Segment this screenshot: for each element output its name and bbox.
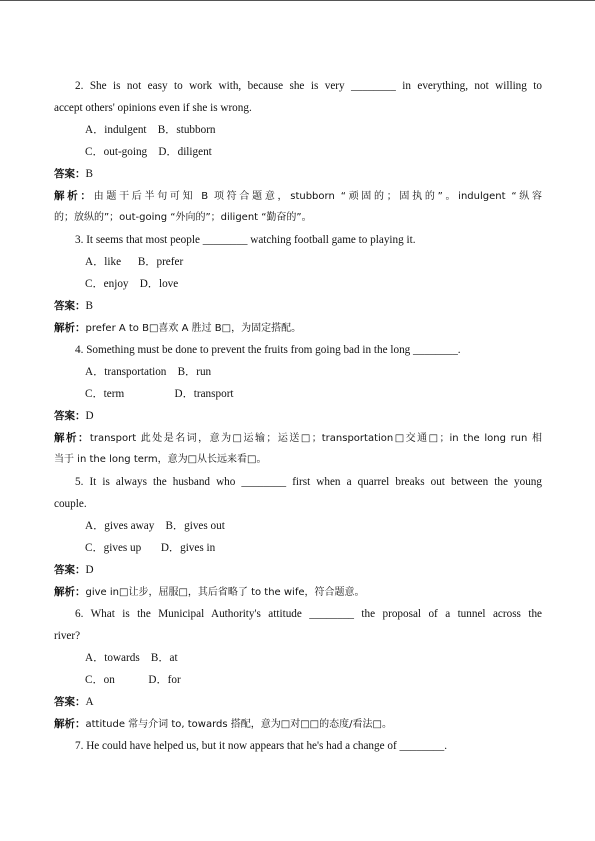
analysis-text: transport 此处是名词，意为□运输；运送□；transportation□交通□；in the long run 相 bbox=[89, 433, 542, 444]
question-4-analysis-line2: 当于 in the long term，意为□从长远来看□。 bbox=[54, 454, 267, 465]
question-3-analysis-line1 bbox=[54, 318, 542, 340]
question-5-analysis-line1 bbox=[54, 582, 542, 604]
answer-value: A bbox=[85, 696, 94, 708]
document-page bbox=[54, 76, 542, 758]
analysis-text: attitude 常与介词 to, towards 搭配，意为□对□□的态度/看法□。 bbox=[85, 719, 392, 730]
question-3-options-row1: A．like B．prefer bbox=[85, 256, 184, 268]
analysis-label: 解析： bbox=[54, 586, 86, 598]
answer-label: 答案： bbox=[54, 696, 86, 708]
question-2-stem-line1: 2. She is not easy to work with, because she is very ________ in everything, not willing to bbox=[75, 80, 542, 92]
question-6-answer bbox=[54, 692, 542, 714]
question-4-answer bbox=[54, 406, 542, 428]
question-2-analysis-line2: 的；放纵的”；out-going “外向的”；diligent “勤奋的”。 bbox=[54, 212, 312, 223]
question-3-answer bbox=[54, 296, 542, 318]
analysis-text: 由题干后半句可知 B 项符合题意，stubborn “顽固的；固执的”。indulgent “纵容 bbox=[93, 191, 542, 202]
answer-label: 答案： bbox=[54, 410, 86, 422]
analysis-label: 解析： bbox=[54, 432, 90, 444]
analysis-text: prefer A to B□喜欢 A 胜过 B□，为固定搭配。 bbox=[85, 323, 302, 334]
question-2-options-row2: C．out-going D．diligent bbox=[85, 146, 212, 158]
question-4-analysis-line1 bbox=[54, 428, 542, 450]
question-2-analysis-line1 bbox=[54, 186, 542, 208]
analysis-label: 解析： bbox=[54, 718, 86, 730]
question-5-answer bbox=[54, 560, 542, 582]
question-5-stem-line2: couple. bbox=[54, 498, 87, 510]
question-5-options-row2: C．gives up D．gives in bbox=[85, 542, 216, 554]
question-4-stem-line1: 4. Something must be done to prevent the fruits from going bad in the long ________. bbox=[75, 344, 461, 356]
question-5-options-row1: A．gives away B．gives out bbox=[85, 520, 225, 532]
question-3-stem-line1: 3. It seems that most people ________ watching football game to playing it. bbox=[75, 234, 416, 246]
answer-label: 答案： bbox=[54, 564, 86, 576]
question-4-options-row1: A．transportation B．run bbox=[85, 366, 212, 378]
question-3-options-row2: C．enjoy D．love bbox=[85, 278, 179, 290]
question-2-options-row1: A．indulgent B．stubborn bbox=[85, 124, 216, 136]
answer-label: 答案： bbox=[54, 300, 86, 312]
question-6-options-row1: A．towards B．at bbox=[85, 652, 178, 664]
question-2-answer bbox=[54, 164, 542, 186]
question-6-stem-line1: 6. What is the Municipal Authority's attitude ________ the proposal of a tunnel across the bbox=[75, 608, 542, 620]
question-5-stem-line1: 5. It is always the husband who ________ first when a quarrel breaks out between the young bbox=[75, 476, 542, 488]
question-7-stem-line1: 7. He could have helped us, but it now appears that he's had a change of ________. bbox=[75, 740, 448, 752]
answer-label: 答案： bbox=[54, 168, 86, 180]
analysis-text: give in□让步，屈服□，其后省略了 to the wife，符合题意。 bbox=[85, 587, 365, 598]
analysis-label: 解析： bbox=[54, 190, 94, 202]
answer-value: B bbox=[85, 168, 93, 180]
answer-value: D bbox=[85, 564, 94, 576]
page-top-border bbox=[0, 0, 595, 1]
question-6-options-row2: C．on D．for bbox=[85, 674, 181, 686]
analysis-label: 解析： bbox=[54, 322, 86, 334]
question-4-options-row2: C．term D．transport bbox=[85, 388, 234, 400]
question-2-stem-line2: accept others' opinions even if she is wrong. bbox=[54, 102, 252, 114]
question-6-analysis-line1 bbox=[54, 714, 542, 736]
question-6-stem-line2: river? bbox=[54, 630, 81, 642]
answer-value: B bbox=[85, 300, 93, 312]
answer-value: D bbox=[85, 410, 94, 422]
